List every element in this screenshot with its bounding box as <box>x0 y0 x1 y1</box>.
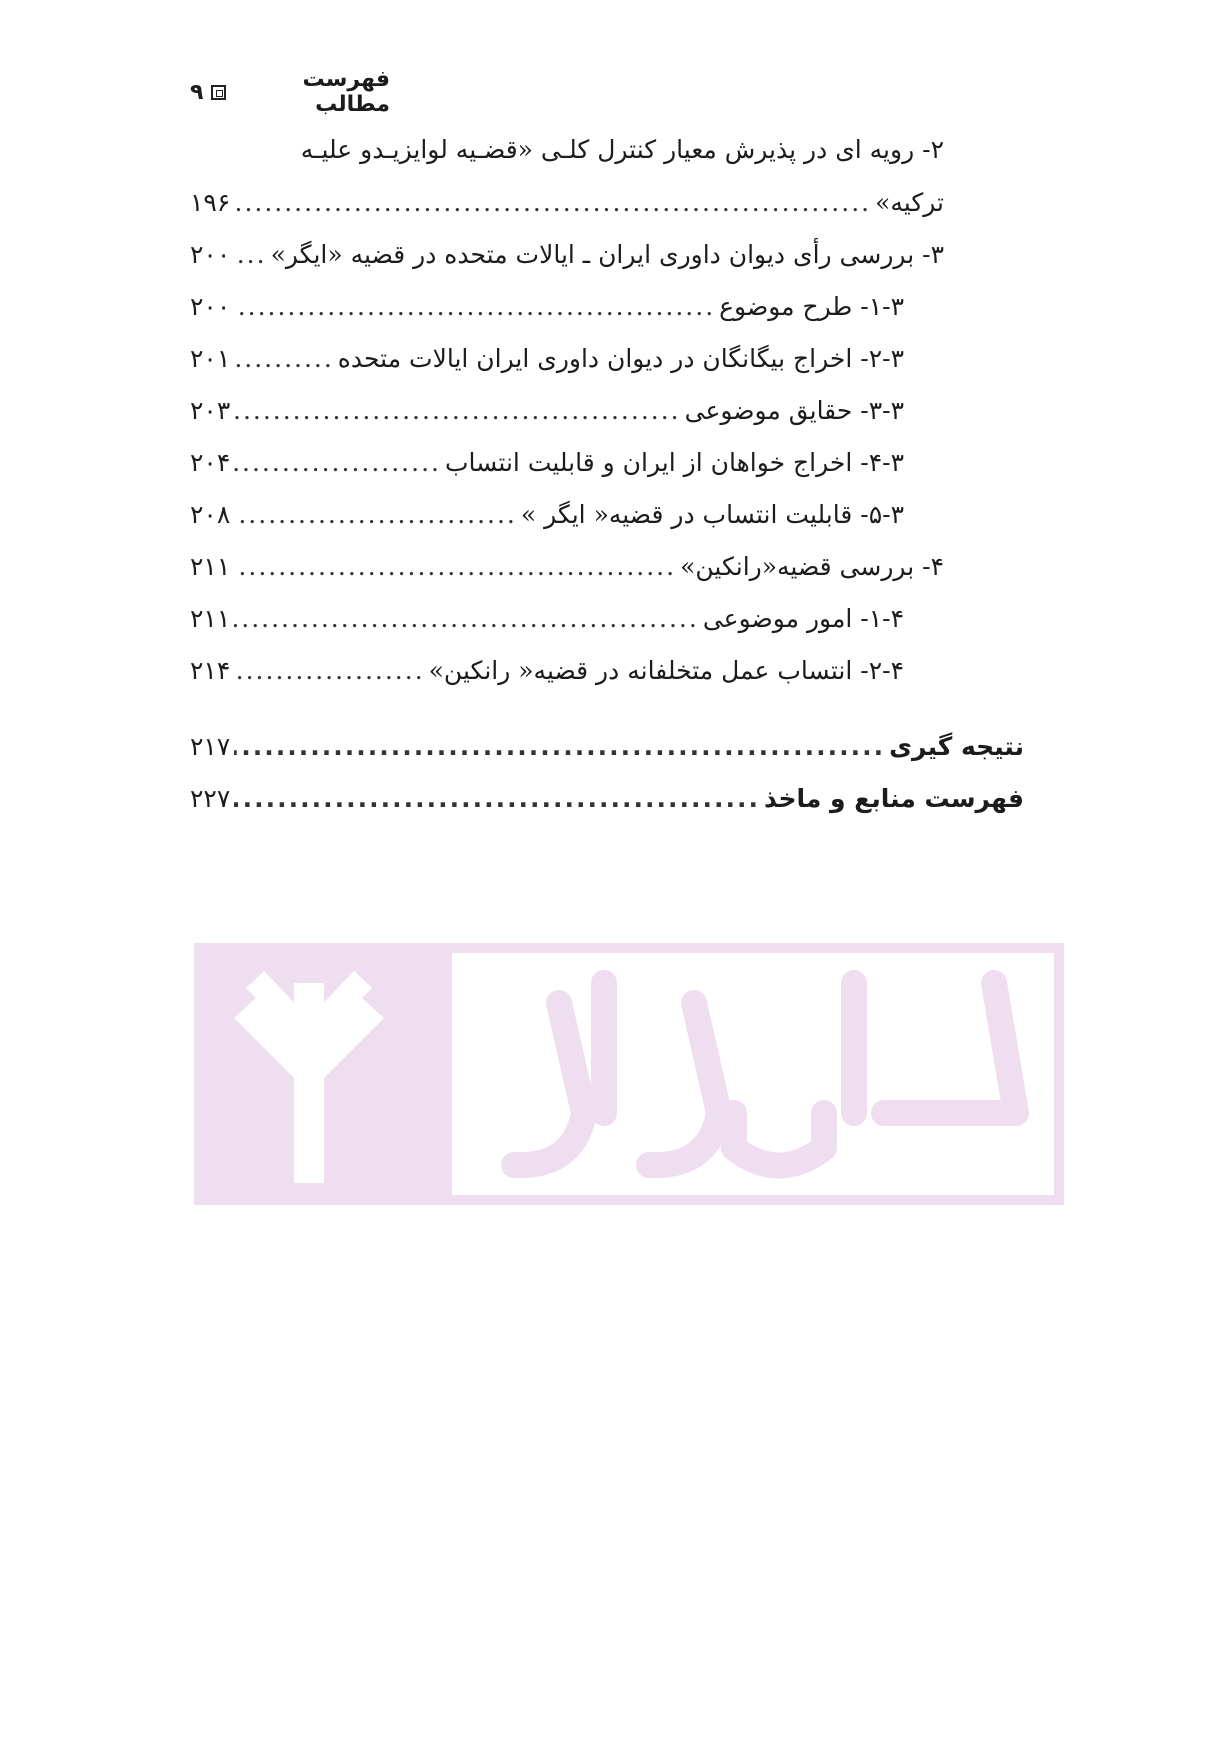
leader-dots <box>234 443 441 483</box>
toc-entry-title: ۲-۴- انتساب عمل متخلفانه در قضیه« رانکین» <box>428 656 904 685</box>
leader-dots <box>234 779 760 819</box>
toc-entry <box>190 183 944 223</box>
leader-dots <box>234 727 885 767</box>
toc-entry-bibliography <box>190 779 1024 819</box>
toc-entry-page: ۲۰۱ <box>190 344 231 373</box>
toc-entry <box>190 495 904 535</box>
leader-dots <box>234 495 517 535</box>
watermark-logo <box>194 943 1064 1205</box>
header-title: فهرست مطالب <box>302 67 390 117</box>
toc-entry-title: ۴- بررسی قضیه«رانکین» <box>680 552 944 581</box>
leader-dots <box>234 391 680 431</box>
toc-entry-title: ۳-۳- حقایق موضوعی <box>684 396 904 425</box>
toc-entry <box>190 391 904 431</box>
header-page-number: ۹ <box>190 79 204 105</box>
toc-entry-conclusion <box>190 727 1024 767</box>
toc-entry-title: ۱-۳- طرح موضوع <box>719 292 904 321</box>
toc-entry-page: ۲۱۱ <box>190 604 231 633</box>
leader-dots <box>234 183 871 223</box>
toc-entry-title: نتیجه گیری <box>889 732 1024 761</box>
toc-entry-title: ۴-۳- اخراج خواهان از ایران و قابلیت انتساب <box>444 448 904 477</box>
leader-dots <box>234 599 699 639</box>
toc-entry-page: ۱۹۶ <box>190 188 231 217</box>
toc-entry-title: ۱-۴- امور موضوعی <box>702 604 904 633</box>
toc-entry-title: ۲- رویه ای در پذیرش معیار کنترل کلـی «قضـیه لوایزیـدو علیـه <box>300 135 944 164</box>
toc-entry-title: ۳- بررسی رأی دیوان داوری ایران ـ ایالات متحده در قضیه «ایگر» <box>270 240 944 269</box>
leader-dots <box>234 547 676 587</box>
square-ornament-icon <box>211 85 225 100</box>
leader-dots <box>234 287 715 327</box>
toc-entry-page: ۲۰۴ <box>190 448 231 477</box>
leader-dots <box>234 339 334 379</box>
toc-entry-title: ۲-۳- اخراج بیگانگان در دیوان داوری ایران ایالات متحده <box>337 344 904 373</box>
toc-entry-page: ۲۱۴ <box>190 656 231 685</box>
toc-entry-page: ۲۰۰ <box>190 292 231 321</box>
toc-entry-page: ۲۱۷ <box>190 732 231 761</box>
toc-entry <box>190 443 904 483</box>
toc-entry-title: ۵-۳- قابلیت انتساب در قضیه« ایگر » <box>520 500 904 529</box>
leader-dots <box>234 651 424 691</box>
toc-entry-page: ۲۲۷ <box>190 784 231 813</box>
toc-entry-page: ۲۰۰ <box>190 240 231 269</box>
toc-entry-title: فهرست منابع و ماخذ <box>764 784 1024 813</box>
toc-entry-page: ۲۱۱ <box>190 552 231 581</box>
toc-entry <box>272 130 944 170</box>
toc-entry <box>190 339 904 379</box>
leader-dots <box>234 235 266 275</box>
toc-entry <box>190 287 904 327</box>
toc-entry <box>190 235 944 275</box>
toc-entry-page: ۲۰۳ <box>190 396 231 425</box>
toc-entry <box>190 547 944 587</box>
toc-entry <box>190 651 904 691</box>
toc-entry-title: ترکیه» <box>875 188 944 217</box>
toc-entry <box>190 599 904 639</box>
running-header <box>190 67 390 117</box>
toc-entry-page: ۲۰۸ <box>190 500 231 529</box>
